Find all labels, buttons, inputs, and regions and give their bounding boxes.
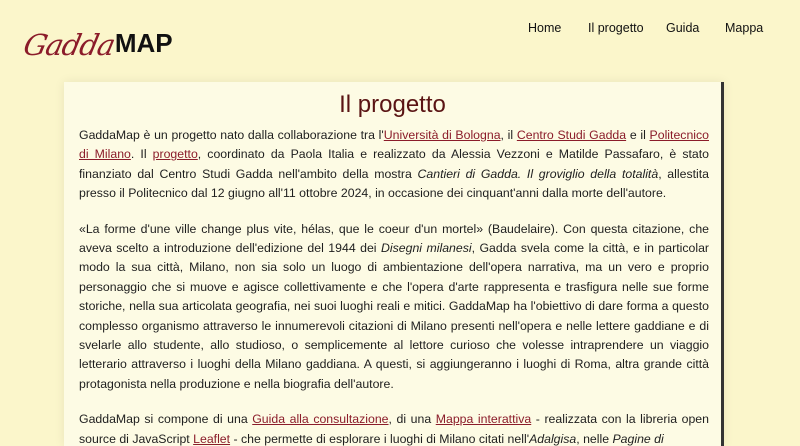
content-card — [64, 82, 724, 446]
link-centro-studi-gadda[interactable]: Centro Studi Gadda — [516, 128, 627, 142]
link-politecnico-milano[interactable]: Politecnico di Milano — [79, 128, 709, 162]
link-universita-bologna[interactable]: Università di Bologna — [383, 128, 501, 142]
text: , il — [500, 128, 517, 142]
text: , allestita presso il Politecnico dal 12 giugno all'11 ottobre 2024, in occasione dei cinquant'anni dalla morte dell'autore. — [79, 166, 710, 201]
logo-script: Gadda — [20, 28, 118, 62]
italic-text: Cantieri di Gadda. Il groviglio della totalità — [417, 166, 659, 181]
text: - realizzata con la libreria open source di JavaScript — [79, 412, 709, 446]
italic-text: Disegni milanesi — [381, 241, 472, 256]
article-body — [79, 126, 709, 446]
logo[interactable] — [20, 14, 173, 62]
link-guida-consultazione[interactable]: Guida alla consultazione — [252, 412, 389, 427]
text: , Gadda svela come la città, e in particolar modo la sua città, Milano, non sia solo un luogo di ambientazione dell'opera narrativa, ma un vero e proprio personaggio che si muove e agisce collettivamente e che l'opera d'arte rappresenta e trasfigura nelle sue forme storiche, nella sua articolata geografia, nei suoi luoghi reali e mitici. GaddaMap ha l'obiettivo di dare forma a questo complesso organismo attraverso le innumerevoli citazioni di Milano presenti nell'opera e nelle lettere gaddiane e di svelarle allo studente, allo studioso, o semplicemente al lettore curioso che volesse intraprendere un viaggio letterario attraverso i luoghi della Milano gaddiana. A questi, si aggiungeranno i luoghi di Roma, altra grande città protagonista nella produzione e nella biografia dell'autore. — [79, 241, 710, 391]
text: , di una — [388, 412, 436, 427]
nav-il-progetto[interactable]: Il progetto — [588, 21, 644, 35]
text: GaddaMap si compone di una — [79, 412, 253, 427]
text: . Il — [130, 147, 153, 162]
italic-text: Pagine di — [612, 431, 664, 446]
link-progetto[interactable]: progetto — [152, 147, 198, 162]
text: - che permette di esplorare i luoghi di Milano citati nell' — [230, 431, 530, 446]
text: , nelle — [576, 431, 613, 446]
text: e il — [626, 128, 650, 142]
paragraph-intro — [79, 126, 709, 204]
text: «La forme d'une ville change plus vite, hélas, que le coeur d'un mortel» (Baudelaire). Con questa citazione, che aveva scelto a introduzione dell'edizione del 1944 dei — [79, 221, 709, 256]
nav-home[interactable]: Home — [528, 21, 562, 35]
nav-guida[interactable]: Guida — [666, 21, 700, 35]
paragraph-composition — [79, 410, 709, 446]
paragraph-baudelaire — [79, 220, 709, 395]
link-mappa-interattiva[interactable]: Mappa interattiva — [435, 412, 532, 427]
text: GaddaMap è un progetto nato dalla collaborazione tra l' — [79, 128, 384, 142]
italic-text: Adalgisa — [529, 431, 577, 446]
link-leaflet[interactable]: Leaflet — [193, 431, 231, 446]
nav-mappa[interactable]: Mappa — [725, 21, 764, 35]
page-title: Il progetto — [339, 91, 446, 118]
text: , coordinato da Paola Italia e realizzato da Alessia Vezzoni e Matilde Passafaro, è stato finanziato dal Centro Studi Gadda nell'ambito della mostra — [79, 147, 709, 181]
logo-map: MAP — [114, 28, 173, 58]
